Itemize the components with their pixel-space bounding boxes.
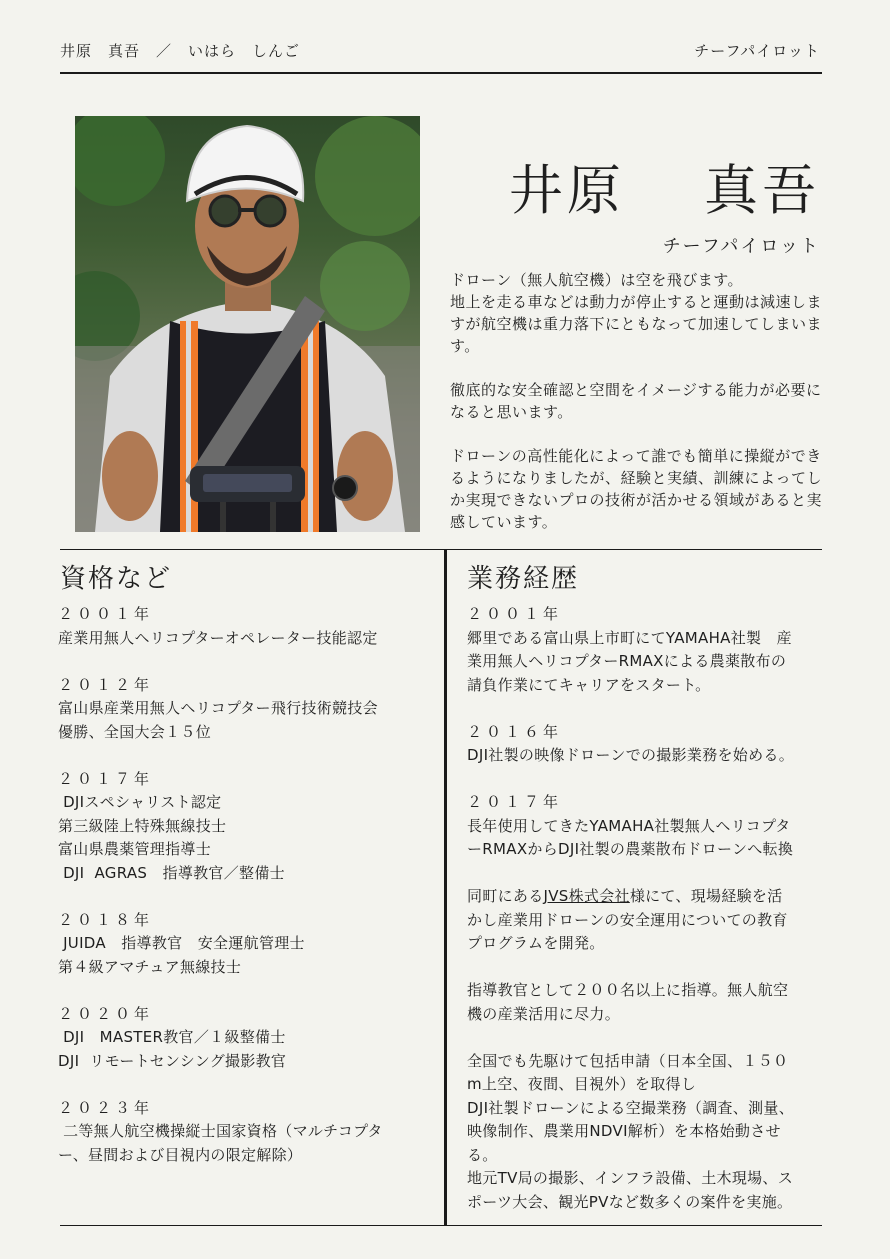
entry-year: ２０１７年 — [58, 769, 154, 788]
entry-line: ーRMAXからDJI社製の農薬散布ドローンへ転換 — [467, 840, 794, 858]
entry-line: る。 — [467, 1145, 498, 1164]
entry-line: DJI社製ドローンによる空撮業務（調査、測量、 — [467, 1098, 794, 1117]
entry-year: ２００１年 — [58, 605, 154, 623]
entry-line: m上空、夜間、目視外）を取得し — [467, 1075, 697, 1093]
entry-line: プログラムを開発。 — [467, 934, 605, 952]
intro-paragraph: 徹底的な安全確認と空間をイメージする能力が必要になると思います。 — [450, 381, 822, 421]
career-paragraph — [467, 1050, 827, 1215]
jvs-company-link[interactable]: JVS株式会社 — [543, 887, 630, 905]
qualifications-title: 資格など — [60, 564, 173, 594]
intro-paragraph: ドローン（無人航空機）は空を飛びます。 地上を走る車などは動力が停止すると運動は減速しますが航空機は重力落下にともなって加速してしまいます。 — [450, 271, 823, 355]
entry-line: 業用無人ヘリコプターRMAXによる農薬散布の — [467, 652, 787, 670]
jvs-text-before: 同町にある — [467, 887, 544, 905]
career-entry — [467, 721, 827, 768]
entry-line: 請負作業にてキャリアをスタート。 — [467, 675, 711, 694]
intro-paragraph: ドローンの高性能化によって誰でも簡単に操縦ができるようになりましたが、経験と実績、訓練によってしか実現できないプロの技術が活かせる領域があると実感しています。 — [450, 447, 823, 531]
entry-year: ２０１８年 — [58, 910, 154, 929]
entry-year: ２００１年 — [467, 605, 563, 623]
entry-line: DJI AGRAS 指導教官／整備士 — [58, 863, 285, 882]
entry-line: 富山県農薬管理指導士 — [58, 840, 212, 858]
section-divider — [60, 549, 822, 550]
qualification-entry — [58, 603, 428, 650]
header-name: 井原 真吾 ／ いはら しんご — [60, 42, 301, 60]
entry-year: ２０１６年 — [467, 722, 563, 741]
jvs-text-after: 様にて、現場経験を活 — [629, 887, 783, 905]
entry-line: 二等無人航空機操縦士国家資格（マルチコプタ — [58, 1122, 383, 1140]
profile-name: 井原 真吾 — [508, 159, 820, 222]
entry-line: DJI リモートセンシング撮影教官 — [58, 1051, 287, 1070]
career-title: 業務経歴 — [467, 564, 580, 594]
entry-line: 産業用無人ヘリコプターオペレーター技能認定 — [58, 628, 378, 647]
header-role: チーフパイロット — [694, 42, 820, 60]
entry-line: 映像制作、農業用NDVI解析）を本格始動させ — [467, 1122, 781, 1140]
entry-line: ポーツ大会、観光PVなど数多くの案件を実施。 — [467, 1192, 793, 1211]
entry-line: 富山県産業用無人ヘリコプター飛行技術競技会 — [58, 699, 378, 717]
entry-line: JUIDA 指導教官 安全運航管理士 — [58, 934, 305, 952]
career-paragraph — [467, 885, 827, 956]
qualification-entry — [58, 909, 428, 980]
entry-line: DJI社製の映像ドローンでの撮影業務を始める。 — [467, 746, 794, 764]
entry-year: ２０２３年 — [58, 1098, 154, 1117]
top-divider — [60, 72, 822, 74]
qualification-entry — [58, 1097, 428, 1168]
entry-line: ー、昼間および目視内の限定解除） — [58, 1145, 303, 1164]
entry-line: 地元TV局の撮影、インフラ設備、土木現場、ス — [467, 1169, 794, 1187]
entry-line: 指導教官として２００名以上に指導。無人航空 — [467, 981, 789, 999]
entry-line: 機の産業活用に尽力。 — [467, 1004, 621, 1023]
career-entry — [467, 603, 827, 697]
entry-line: かし産業用ドローンの安全運用についての教育 — [467, 910, 788, 929]
entry-year: ２０１７年 — [467, 793, 563, 811]
entry-line: DJIスペシャリスト認定 — [58, 793, 222, 811]
career-list — [467, 603, 827, 1238]
entry-year: ２０１２年 — [58, 675, 154, 694]
entry-line: 全国でも先駆けて包括申請（日本全国、１５０ — [467, 1051, 789, 1070]
qualification-entry — [58, 1003, 428, 1074]
qualification-entry — [58, 768, 428, 886]
entry-line: DJI MASTER教官／１級整備士 — [58, 1028, 286, 1046]
entry-year: ２０２０年 — [58, 1004, 154, 1023]
entry-line: 第三級陸上特殊無線技士 — [58, 816, 227, 835]
qualifications-list — [58, 603, 428, 1191]
career-paragraph — [467, 979, 827, 1026]
entry-line: 郷里である富山県上市町にてYAMAHA社製 産 — [467, 628, 792, 647]
column-divider — [444, 549, 447, 1225]
career-entry — [467, 791, 827, 862]
portrait-illustration — [75, 116, 420, 532]
profile-role: チーフパイロット — [662, 236, 820, 257]
portrait-photo — [75, 116, 420, 532]
qualification-entry — [58, 674, 428, 745]
entry-line: 優勝、全国大会１５位 — [58, 722, 212, 741]
profile-intro — [450, 269, 825, 555]
entry-line: 第４級アマチュア無線技士 — [58, 957, 242, 976]
entry-line — [467, 885, 827, 909]
entry-line: 長年使用してきたYAMAHA社製無人ヘリコプタ — [467, 816, 791, 835]
